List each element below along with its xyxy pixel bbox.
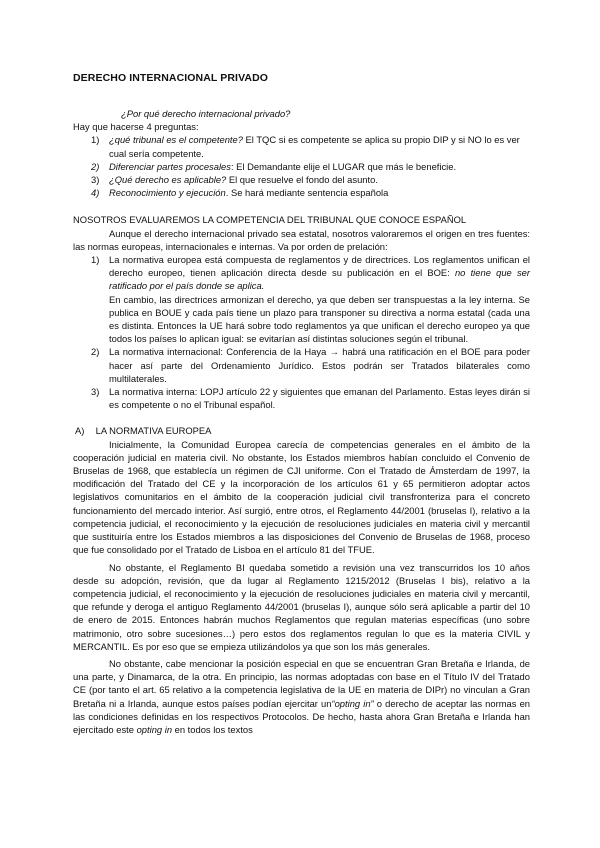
paragraph-emphasis: “opting in” xyxy=(331,697,374,709)
list-item-text: : El Demandante elije el LUGAR que más le beneficie. xyxy=(230,160,457,172)
paragraph-text: en todos los textos xyxy=(172,723,253,735)
list-item-emphasis: ¿Qué derecho es aplicable? xyxy=(109,174,227,186)
list-item xyxy=(73,133,530,159)
list-item xyxy=(73,345,530,385)
paragraph-text: o derecho de aceptar las normas en las condiciones definidas en los respectivos Protocolos. De hecho, hasta ahora Gran Bretaña e Irlanda han ejercitado este xyxy=(73,697,530,735)
list-item-emphasis: Reconocimiento y ejecución xyxy=(109,187,226,199)
list-item-text: La normativa internacional: Conferencia de la Haya → habrá una ratificación en el BOE para poder hacer así parte del Ordenamiento Jurídico. Estos podrán ser Tratados bilaterales como multilaterales. xyxy=(109,346,530,384)
list-number: 3) xyxy=(91,174,100,186)
list-number: 1) xyxy=(91,134,100,146)
list-item-emphasis: Diferenciar partes procesales xyxy=(109,160,231,172)
subsection-number: A) xyxy=(75,425,85,437)
list-item-text: La normativa interna: LOPJ artículo 22 y siguientes que emanan del Parlamento. Estas leyes dirán si es competente o no el Tribunal español. xyxy=(109,386,530,411)
list-item-emphasis: no tiene que ser ratificado por el país donde se aplica. xyxy=(109,267,530,292)
list-number: 2) xyxy=(91,160,100,172)
intro-lead: Hay que hacerse 4 preguntas: xyxy=(73,121,199,133)
list-item-emphasis: ¿qué tribunal es el competente? xyxy=(109,134,243,146)
list-number: 3) xyxy=(91,386,100,398)
subsection-heading xyxy=(73,424,530,437)
section-heading: NOSOTROS EVALUAREMOS LA COMPETENCIA DEL TRIBUNAL QUE CONOCE ESPAÑOL xyxy=(73,214,467,226)
document-title: DERECHO INTERNACIONAL PRIVADO xyxy=(73,72,269,84)
paragraph xyxy=(73,657,530,736)
list-number: 1) xyxy=(91,254,100,266)
list-item xyxy=(73,160,530,173)
paragraph: No obstante, el Reglamento BI quedaba sometido a revisión una vez transcurridos los 10 años desde su adopción, revisión, que da lugar al Reglamento 1215/2012 (Bruselas I bis), relativo a la competencia judicial, el reconocimiento y la ejecución de resoluciones judiciales en materia civil y mercantil, que refunde y deroga el antiguo Reglamento 44/2001 (bruselas I), aunque sólo será aplicable a partir del 10 de enero de 2015. Entonces habrán muchos Reglamentos que regulan materias específicas (uno sobre matrimonio, otro sobre sucesiones…) pero estos dos reglamentos regulan lo que es la materia CIVIL y MERCANTIL. Es por eso que se empieza utilizándolos ya que son los más generales. xyxy=(73,561,530,652)
paragraph-emphasis: opting in xyxy=(136,723,173,735)
list-number: 4) xyxy=(91,187,100,199)
list-item-text: . Se hará mediante sentencia española xyxy=(225,187,389,199)
list-item-text: El que resuelve el fondo del asunto. xyxy=(226,174,378,186)
list-number: 2) xyxy=(91,346,100,358)
list-item xyxy=(73,253,530,345)
list-item-text: El TQC si es competente se aplica su propio DIP y si NO lo es ver cual sería competente. xyxy=(109,134,520,159)
section-paragraph: Aunque el derecho internacional privado sea estatal, nosotros valoraremos el origen en tres fuentes: las normas europeas, internacionales e internas. Va por orden de prelación: xyxy=(73,227,530,252)
list-item xyxy=(73,385,530,411)
list-item-extra: En cambio, las directrices armonizan el derecho, ya que deben ser transpuestas a la ley interna. Se publica en BOUE y cada país tiene un plazo para transponer su directiva a norma estatal (cada una es distinta. Entonces la UE hará sobre todo reglamentos ya que unifican el derecho europeo ya que todos los países lo aplican igual: se evitarían así distintas soluciones según el tribunal. xyxy=(109,293,530,345)
intro-question: ¿Por qué derecho internacional privado? xyxy=(121,108,291,119)
paragraph-text: No obstante, cabe mencionar la posición especial en que se encuentran Gran Bretaña e Irlanda, de una parte, y Dinamarca, de la otra. En principio, las normas adoptadas con base en el Título IV del Tratado CE (por tanto el art. 65 relativo a la competencia legislativa de la UE en materia de DIPr) no vinculan a Gran Bretaña ni a Irlanda, aunque estos países podían ejercitar un xyxy=(73,657,530,709)
sources-list xyxy=(73,253,530,411)
list-item xyxy=(73,173,530,186)
list-item xyxy=(73,186,530,199)
list-item-text: La normativa europea está compuesta de reglamentos y de directrices. Los reglamentos unifican el derecho europeo, tienen aplicación directa desde su publicación en el BOE: xyxy=(109,254,530,279)
questions-list xyxy=(73,133,530,199)
subsection-title: LA NORMATIVA EUROPEA xyxy=(95,425,212,437)
paragraph: Inicialmente, la Comunidad Europea carecía de competencias generales en el ámbito de la cooperación judicial en materia civil. No obstante, los Estados miembros habían concluido el Convenio de Bruselas de 1968, que establecía un régimen de CJI uniforme. Con el Tratado de Ámsterdam de 1997, la modificación del Tratado del CE y la incorporación de los artículos 61 y 65 permitieron adoptar actos legislativos comunitarios en el ámbito de la cooperación judicial civil transfronteriza para el concreto funcionamiento del mercado interior. Así surgió, entre otros, el Reglamento 44/2001 (bruselas I), relativo a la competencia judicial, el reconocimiento y la ejecución de resoluciones judiciales en materia civil y mercantil que sustituiría entre los Estados miembros a las disposiciones del Convenio de Bruselas de 1968, proceso que fue consolidado por el Tratado de Lisboa en el artículo 81 del TFUE. xyxy=(73,438,530,556)
